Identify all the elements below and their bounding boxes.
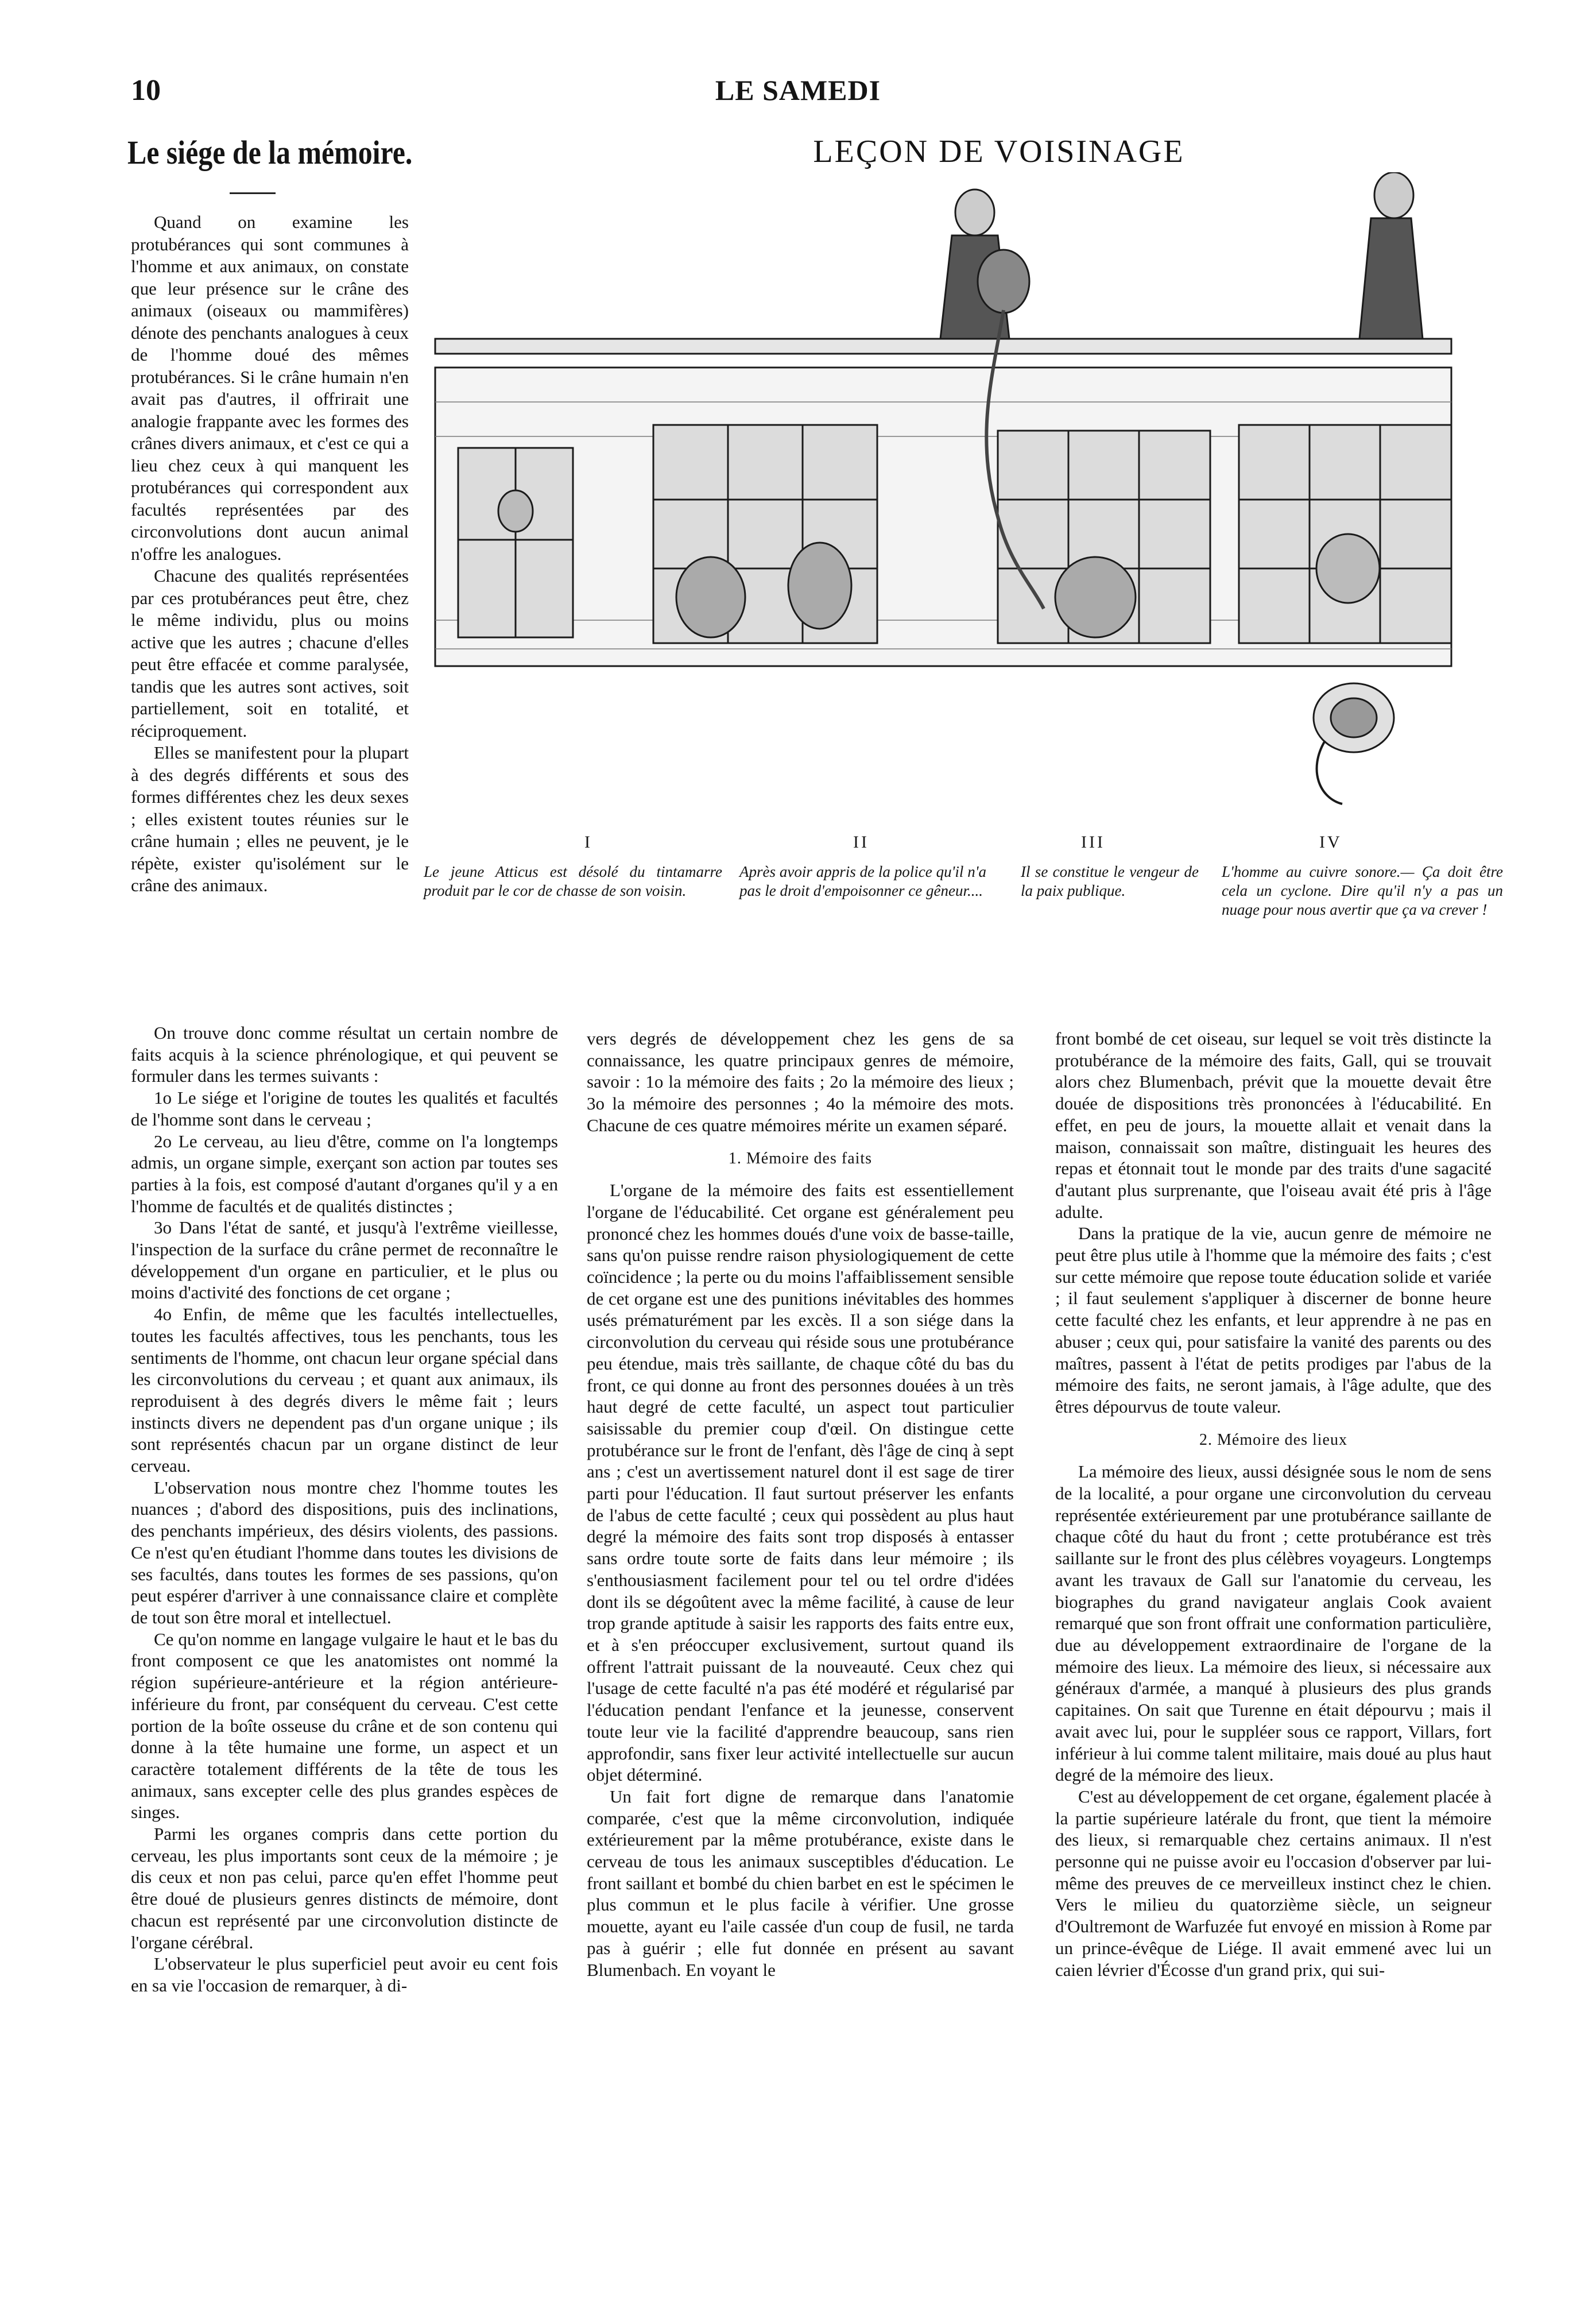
paragraph: La mémoire des lieux, aussi désignée sous le nom de sens de la localité, a pour organe une circonvolution du cerveau représentée extérieurement par une protubérance saillante de chaque côté du haut du front ; cette protubérance est très saillante sur le front des plus célèbres voyageurs. Longtemps avant les travaux de Gall sur l'anatomie du cerveau, les biographes du grand navigateur anglais Cook avaient remarqué que son front offrait une conformation particulière, due au développement extraordinaire de l'organe de la mémoire des lieux. La mémoire des lieux, si nécessaire aux généraux d'armée, a manqué à plusieurs des plus grands capitaines. On sait que Turenne en était dépourvu ; mais il avait avec lui, pour le suppléer sous ce rapport, Villars, fort inférieur à lui comme talent militaire, mais doué au plus haut degré de la mémoire des lieux. <box>1055 1461 1492 1785</box>
paragraph: C'est au développement de cet organe, également placée à la partie supérieure latérale du front, que tient la mémoire des lieux, si remarquable chez certains animaux. Il n'est personne qui ne puisse avoir eu l'occasion d'observer par lui-même des preuves de ce merveilleux instinct chez le chien. Vers le milieu du quatorzième siècle, un seigneur d'Oultremont de Warfuzée fut envoyé en mission à Rome par un prince-évêque de Liége. Il avait emmené avec lui un caien lévrier d'Écosse d'un grand prix, qui sui- <box>1055 1786 1492 1980</box>
paragraph: 2o Le cerveau, au lieu d'être, comme on l'a longtemps admis, un organe simple, exerçant son action par toutes ses parties à la fois, est composé d'autant d'organes qu'il y a en l'homme de facultés et de qualités distinctes ; <box>131 1131 558 1216</box>
paragraph: Chacune des qualités représentées par ces protubérances peut être, chez le même individu, plus ou moins active que les autres ; chacune d'elles peut être effacée et comme paralysée, tandis que les autres sont actives, soit partiellement, soit en totalité, et réciproquement. <box>131 566 409 741</box>
paragraph: On trouve donc comme résultat un certain nombre de faits acquis à la science phrénologique, et qui peuvent se formuler dans les termes suivants : <box>131 1023 558 1086</box>
paragraph: Un fait fort digne de remarque dans l'anatomie comparée, c'est que la même circonvolution, indiquée extérieurement par la même protubérance, existe dans le cerveau de tous les animaux susceptibles d'éducation. Le front saillant et bombé du chien barbet en est le spécimen le plus commun et le plus facile à vérifier. Une grosse mouette, ayant eu l'aile cassée d'un coup de fusil, ne tarda pas à guérir ; elle fut donnée en présent au savant Blumenbach. En voyant le <box>587 1786 1014 1980</box>
caption-panel-2: Après avoir appris de la police qu'il n'a pas le droit d'empoisonner ce gêneur.... <box>739 863 986 899</box>
caption-panel-4: L'homme au cuivre sonore.— Ça doit être cela un cyclone. Dire qu'il n'y a pas un nuage pour nous avertir que ça va crever ! <box>1222 863 1503 918</box>
figure-head <box>498 490 533 532</box>
column-2 <box>587 1028 1014 1981</box>
paragraph: 3o Dans l'état de santé, et jusqu'à l'extrême vieillesse, l'inspection de la surface du crâne permet de reconnaître le développement d'un organe en particulier, et le plus ou moins d'activité des fonctions de cet organe ; <box>131 1217 558 1303</box>
caption-panel-1: Le jeune Atticus est désolé du tintamarre produit par le cor de chasse de son voisin. <box>424 863 722 899</box>
section-heading: 1. Mémoire des faits <box>728 1149 873 1167</box>
caption-panel-3: Il se constitue le vengeur de la paix publique. <box>1021 863 1199 899</box>
figure-body <box>676 557 745 637</box>
paragraph: 1o Le siége et l'origine de toutes les qualités et facultés de l'homme sont dans le cerveau ; <box>131 1088 558 1130</box>
paragraph: front bombé de cet oiseau, sur lequel se voit très distincte la protubérance de la mémoire des faits, Gall, qui se trouvait alors chez Blumenbach, prévit que la mouette devait être douée de dispositions très prononcées à l'éducabilité. En effet, en peu de jours, la mouette allait et venait dans la maison, connaissait son maître, distinguait les heures des repas et étonnait tout le monde par des traits d'une sagacité d'autant plus surprenante, que l'oiseau avait été pris à l'âge adulte. <box>1055 1028 1492 1222</box>
paragraph: L'observation nous montre chez l'homme toutes les nuances ; d'abord des dispositions, puis des inclinations, des penchants impérieux, des désirs violents, des passions. Ce n'est qu'en étudiant l'homme dans toutes les divisions de ses facultés, dans toutes les formes de ses passions, qu'on peut espérer d'arriver à une connaissance claire et complète de tout son être moral et intellectuel. <box>131 1477 558 1627</box>
column-1-top <box>131 211 409 897</box>
figure-body <box>1055 557 1136 637</box>
page-number: 10 <box>131 74 161 107</box>
paragraph: L'observateur le plus superficiel peut avoir eu cent fois en sa vie l'occasion de remarquer, à di- <box>131 1954 558 1995</box>
panel-numeral: III <box>1081 833 1105 852</box>
paragraph: Dans la pratique de la vie, aucun genre de mémoire ne peut être plus utile à l'homme que la mémoire des faits ; c'est sur cette mémoire que repose toute éducation solide et variée ; il faut seulement s'appliquer à discerner de bonne heure cette faculté chez les enfants, et leur apprendre à ne pas en abuser ; ceux qui, pour satisfaire la vanité des parents ou des maîtres, passent à l'état de petits prodiges par l'abus de la mémoire des faits, ne seront jamais, à l'âge adulte, que des êtres dépourvus de toute valeur. <box>1055 1223 1492 1417</box>
column-1-bottom <box>131 1022 558 1997</box>
man-on-roof-1 <box>940 189 1029 339</box>
section-heading: 2. Mémoire des lieux <box>1199 1430 1347 1449</box>
column-3 <box>1055 1028 1492 1981</box>
article-title-right: LEÇON DE VOISINAGE <box>813 134 1185 169</box>
roof-cornice <box>435 339 1451 354</box>
panel-numeral: IV <box>1319 833 1342 852</box>
journal-title: LE SAMEDI <box>715 74 881 106</box>
window-1 <box>458 448 573 637</box>
man-on-roof-2 <box>1359 172 1423 339</box>
paragraph: Ce qu'on nomme en langage vulgaire le haut et le bas du front composent ce que les anatomistes ont nommé la région supérieure-antérieure et la région antérieure-inférieure du front, par conséquent du cerveau. C'est cette portion de la boîte osseuse du crâne et de son contenu qui donne à la tête humaine une forme, un aspect et un caractère totalement différents de la tête de tous les animaux, sans excepter celle des plus grandes espèces de singes. <box>131 1629 558 1823</box>
hunting-horn-icon <box>1314 683 1394 804</box>
title-divider <box>230 192 276 194</box>
paragraph: Elles se manifestent pour la plupart à des degrés différents et sous des formes différentes chez les deux sexes ; elles existent toutes réunies sur le crâne humain ; elles ne peuvent, je le répète, exister qu'isolément sur le crâne des animaux. <box>131 742 409 895</box>
article-title-left: Le siége de la mémoire. <box>127 134 413 171</box>
panel-numeral: I <box>584 833 592 852</box>
figure-body <box>788 543 851 629</box>
panel-numeral: II <box>853 833 869 852</box>
paragraph: Quand on examine les protubérances qui sont communes à l'homme et aux animaux, on constate que leur présence sur le crâne des animaux (oiseaux ou mammifères) dénote des penchants analogues à ceux de l'homme doué des mêmes protubérances. Si le crâne humain n'en avait pas d'autres, il offrirait une analogie frappante avec les formes des crânes divers animaux, et c'est ce qui a lieu chez ceux à qui manquent les protubérances qui correspondent aux facultés représentées par des circonvolutions dont aucun animal n'offre les analogues. <box>131 212 409 564</box>
paragraph: Parmi les organes compris dans cette portion du cerveau, les plus importants sont ceux de la mémoire ; je dis ceux et non pas celui, parce qu'en effet l'homme peut être doué de plusieurs genres distincts de mémoire, dont chacun est représenté par une circonvolution distincte de l'organe cérébral. <box>131 1824 558 1952</box>
figure-head <box>1316 534 1380 603</box>
paragraph: vers degrés de développement chez les gens de sa connaissance, les quatre principaux genres de mémoire, savoir : 1o la mémoire des faits ; 2o la mémoire des lieux ; 3o la mémoire des personnes ; 4o la mémoire des mots. Chacune de ces quatre mémoires mérite un examen séparé. <box>587 1028 1014 1135</box>
cartoon-illustration <box>424 172 1503 827</box>
paragraph: L'organe de la mémoire des faits est essentiellement l'organe de l'éducabilité. Cet organe est généralement peu prononcé chez les hommes doués d'une voix de basse-taille, sans qu'on puisse rendre raison physiologiquement de cette coïncidence ; la perte ou du moins l'affaiblissement sensible de cet organe est une des punitions inévitables des hommes usés prématurément par les excès. Il a son siége dans la circonvolution du cerveau qui réside sous une protubérance peu étendue, mais très saillante, de chaque côté du bas du front, ce qui donne au front des personnes douées à un très haut degré de cette faculté, un aspect tout particulier saisissable du premier coup d'œil. On distingue cette protubérance sur le front de l'enfant, dès l'âge de cinq à sept ans ; c'est un avertissement naturel dont il est sage de tirer parti pour l'éducation. Il faut surtout préserver les enfants de l'abus de cette faculté ; ceux qui possèdent au plus haut degré la mémoire des faits sont trop disposés à entasser sans ordre toute sorte de faits dans leur mémoire ; ils s'enthousiasment facilement pour tel ou tel ordre d'idées dont ils se dégoûtent avec la même facilité, à cause de leur trop grande aptitude à saisir les rapports des faits entre eux, et à s'en préoccuper exclusivement, surtout quand ils offrent l'attrait puissant de la nouveauté. Ceux chez qui l'usage de cette faculté n'a pas été modéré et régularisé par l'éducation pendant l'enfance et la jeunesse, conservent toute leur vie la facilité d'apprendre beaucoup, sans rien approfondir, sans fixer leur activité intellectuelle sur aucun objet déterminé. <box>587 1180 1014 1785</box>
paragraph: 4o Enfin, de même que les facultés intellectuelles, toutes les facultés affectives, tous les penchants, tous les sentiments de l'homme, ont chacun leur organe spécial dans les circonvolutions du cerveau ; et quant aux animaux, ils reproduisent à des degrés divers le même fait ; leurs instincts divers ne dependent pas d'un organe unique ; ils sont représentés chacun par un organe distinct de leur cerveau. <box>131 1304 558 1476</box>
